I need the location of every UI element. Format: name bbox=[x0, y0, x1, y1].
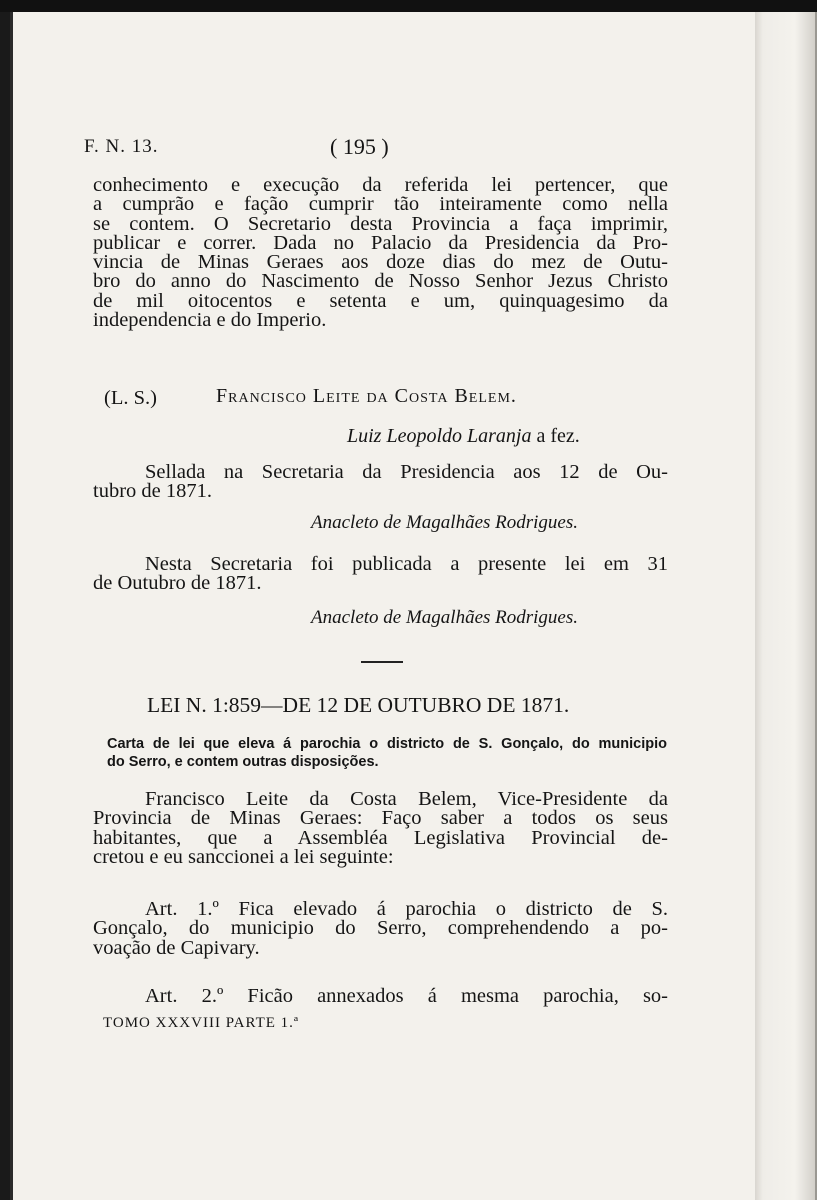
text-line: a cumprão e fação cumprir tão inteiramente como nella bbox=[93, 193, 668, 216]
published-paragraph bbox=[93, 555, 668, 594]
intro-paragraph bbox=[93, 176, 668, 330]
running-header-left: F. N. 13. bbox=[84, 136, 159, 157]
section-divider bbox=[361, 661, 403, 663]
published-signature: Anacleto de Magalhães Rodrigues. bbox=[311, 607, 579, 628]
text-line: vincia de Minas Geraes aos doze dias do mez de Outu- bbox=[93, 251, 668, 274]
text-line: bro do anno do Nascimento de Nosso Senhor Jezus Christo bbox=[93, 270, 668, 293]
text-line: Carta de lei que eleva á parochia o districto de S. Gonçalo, do municipio bbox=[107, 736, 667, 752]
text-line: de Outubro de 1871. bbox=[93, 572, 262, 595]
signer-name: Francisco Leite da Costa Belem. bbox=[216, 385, 517, 407]
signature-mark: TOMO XXXVIII PARTE 1.ª bbox=[103, 1015, 300, 1031]
law-title: LEI N. 1:859—DE 12 DE OUTUBRO DE 1871. bbox=[147, 693, 570, 717]
text-line: se contem. O Secretario desta Provincia a faça imprimir, bbox=[93, 212, 668, 235]
seal-mark: (L. S.) bbox=[104, 387, 157, 409]
preamble-paragraph bbox=[93, 790, 668, 867]
article-1 bbox=[93, 900, 668, 958]
text-line: tubro de 1871. bbox=[93, 480, 212, 503]
sealed-signature: Anacleto de Magalhães Rodrigues. bbox=[311, 512, 579, 533]
page-gutter bbox=[755, 12, 817, 1200]
text-line: Nesta Secretaria foi publicada a presente lei em 31 bbox=[145, 553, 668, 575]
text-line: cretou e eu sanccionei a lei seguinte: bbox=[93, 845, 394, 868]
page-number: ( 195 ) bbox=[330, 134, 389, 159]
text-line: de mil oitocentos e setenta e um, quinquagesimo da bbox=[93, 289, 668, 312]
text-line: conhecimento e execução da referida lei pertencer, que bbox=[93, 174, 668, 196]
text-line: Provincia de Minas Geraes: Faço saber a todos os seus bbox=[93, 807, 668, 830]
page-left-edge bbox=[10, 12, 13, 1200]
text-line: do Serro, e contem outras disposições. bbox=[107, 754, 379, 770]
text-line: Sellada na Secretaria da Presidencia aos 12 de Ou- bbox=[145, 461, 668, 483]
text-line: Art. 2.º Ficão annexados á mesma parochia, so- bbox=[145, 985, 668, 1007]
drafter-line bbox=[347, 425, 580, 448]
scan-border-top bbox=[0, 0, 817, 12]
drafter-name: Luiz Leopoldo Laranja bbox=[347, 425, 532, 447]
text-line: independencia e do Imperio. bbox=[93, 309, 327, 332]
drafter-suffix: a fez. bbox=[531, 425, 580, 447]
article-2 bbox=[93, 987, 668, 1006]
text-line: habitantes, que a Assembléa Legislativa Provincial de- bbox=[93, 826, 668, 849]
text-line: publicar e correr. Dada no Palacio da Presidencia da Pro- bbox=[93, 231, 668, 254]
sealed-paragraph bbox=[93, 463, 668, 502]
text-line: Art. 1.º Fica elevado á parochia o districto de S. bbox=[145, 898, 668, 920]
law-summary bbox=[107, 735, 667, 771]
text-line: Francisco Leite da Costa Belem, Vice-Presidente da bbox=[145, 788, 668, 810]
text-line: Gonçalo, do municipio do Serro, comprehendendo a po- bbox=[93, 917, 668, 940]
text-line: voação de Capivary. bbox=[93, 936, 260, 959]
